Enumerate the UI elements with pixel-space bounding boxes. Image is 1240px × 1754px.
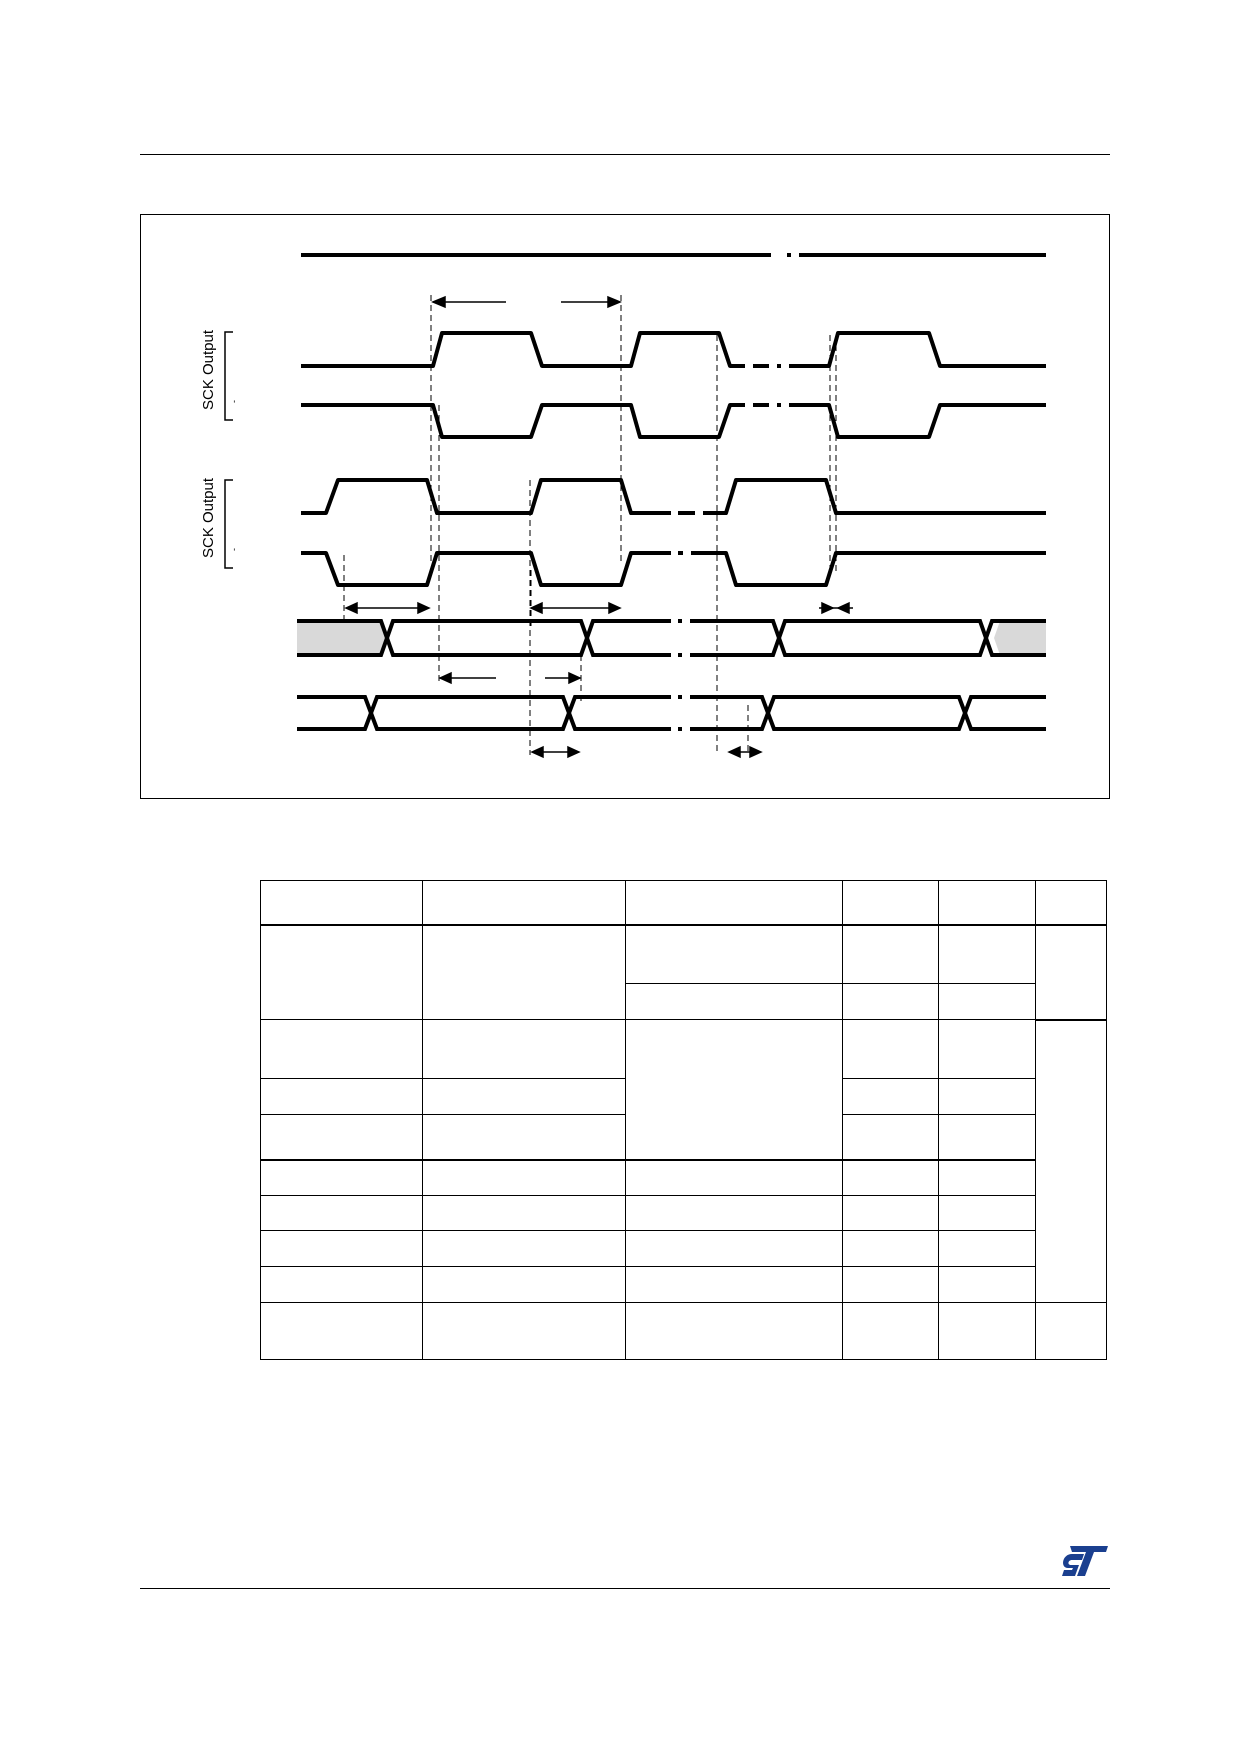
column-divider xyxy=(1035,880,1036,1360)
row-divider xyxy=(1036,1020,1106,1021)
sck-minor-mark-2: - xyxy=(229,548,239,551)
row-divider xyxy=(260,1266,1035,1267)
signal-sck-3 xyxy=(301,480,1046,513)
table-left-border xyxy=(260,880,261,1360)
column-divider xyxy=(938,880,939,1360)
timing-diagram-canvas xyxy=(141,215,1109,798)
sck-output-label-1: SCK Output xyxy=(200,329,217,410)
column-divider xyxy=(842,880,843,1360)
sck-brackets xyxy=(225,332,233,568)
row-divider xyxy=(260,1114,625,1115)
row-divider xyxy=(260,1230,1035,1231)
sck-output-label-2: SCK Output xyxy=(200,477,217,558)
row-divider xyxy=(260,1078,625,1079)
row-divider xyxy=(842,1114,1035,1115)
row-divider xyxy=(625,983,1035,984)
footer-rule xyxy=(140,1588,1110,1589)
row-divider xyxy=(260,1302,1107,1303)
timing-characteristics-table xyxy=(260,880,1107,1360)
signal-miso xyxy=(297,621,1046,655)
signal-sck-1 xyxy=(301,333,1046,366)
header-rule xyxy=(140,154,1110,155)
column-divider xyxy=(422,880,423,1360)
signal-sck-2 xyxy=(301,405,1046,437)
table-bottom-border xyxy=(260,1359,1107,1360)
table-header-border xyxy=(260,924,1107,926)
row-divider xyxy=(260,1019,1107,1020)
signal-sck-4 xyxy=(301,553,1046,585)
column-divider xyxy=(625,880,626,1360)
signal-mosi xyxy=(297,697,1046,729)
timing-diagram xyxy=(140,214,1110,799)
st-logo xyxy=(1060,1544,1110,1578)
row-divider xyxy=(260,1195,1035,1196)
sck-minor-mark-1: - xyxy=(229,400,239,403)
row-divider xyxy=(260,1159,1035,1161)
st-logo-icon xyxy=(1060,1544,1110,1578)
row-divider xyxy=(842,1078,1035,1079)
table-top-border xyxy=(260,880,1107,881)
table-right-border xyxy=(1106,880,1107,1360)
